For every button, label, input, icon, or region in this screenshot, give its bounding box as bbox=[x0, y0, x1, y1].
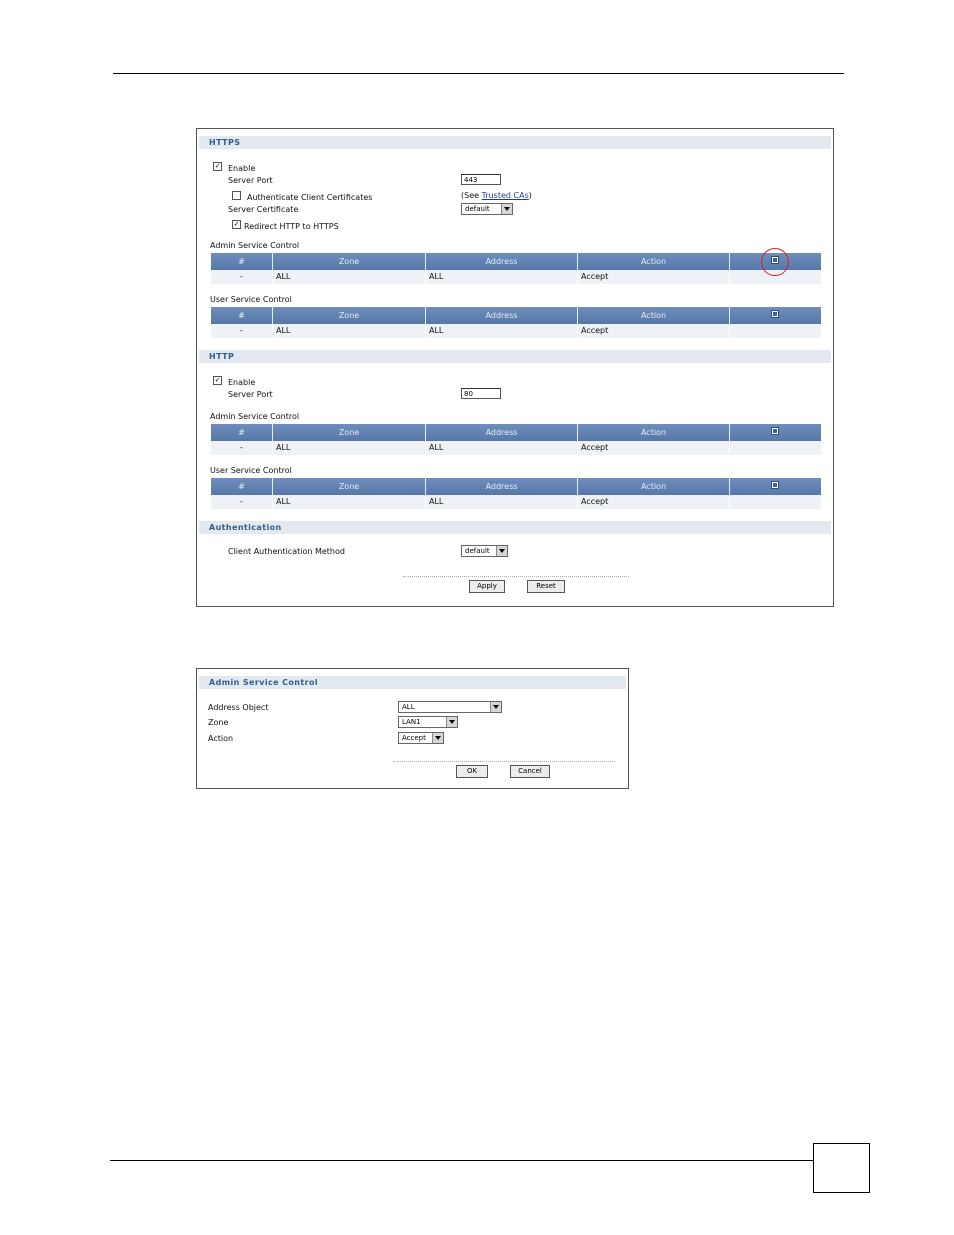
apply-button[interactable]: Apply bbox=[469, 580, 505, 593]
table-header: # Zone Address Action bbox=[211, 424, 821, 441]
add-rule-icon[interactable] bbox=[771, 481, 779, 489]
client-auth-method-select[interactable]: default bbox=[461, 545, 508, 557]
zone-select[interactable]: LAN1 bbox=[398, 716, 458, 728]
http-server-port-label: Server Port bbox=[228, 390, 273, 399]
https-admin-control-table bbox=[211, 253, 821, 284]
divider bbox=[403, 576, 629, 577]
https-enable-checkbox[interactable]: ✓ bbox=[214, 162, 221, 170]
divider bbox=[393, 761, 615, 762]
redirect-https-checkbox[interactable]: ✓ bbox=[233, 220, 240, 228]
server-cert-label: Server Certificate bbox=[228, 205, 299, 214]
https-enable-label: Enable bbox=[228, 164, 256, 173]
ok-button[interactable]: OK bbox=[456, 765, 488, 778]
trusted-cas-link[interactable]: Trusted CAs bbox=[481, 191, 529, 200]
auth-client-cert-checkbox[interactable] bbox=[232, 191, 241, 200]
https-server-port-input[interactable]: 443 bbox=[461, 174, 501, 185]
chevron-down-icon bbox=[496, 546, 507, 556]
http-enable-checkbox[interactable]: ✓ bbox=[214, 376, 221, 384]
highlight-circle bbox=[761, 248, 789, 276]
col-address: Address bbox=[426, 253, 578, 270]
cancel-button[interactable]: Cancel bbox=[510, 765, 550, 778]
http-user-control-table bbox=[211, 478, 821, 509]
action-label: Action bbox=[208, 734, 234, 743]
server-cert-select[interactable]: default bbox=[461, 203, 513, 215]
address-object-label: Address Object bbox=[208, 703, 269, 712]
add-rule-icon[interactable] bbox=[771, 427, 779, 435]
action-select[interactable]: Accept bbox=[398, 732, 444, 744]
chevron-down-icon bbox=[490, 702, 501, 712]
https-server-port-label: Server Port bbox=[228, 176, 273, 185]
https-user-control-label: User Service Control bbox=[210, 295, 292, 304]
page-footer-rule bbox=[110, 1160, 814, 1161]
zone-label: Zone bbox=[208, 718, 229, 727]
authentication-section-header bbox=[199, 521, 831, 534]
reset-button[interactable]: Reset bbox=[527, 580, 565, 593]
chevron-down-icon bbox=[501, 204, 512, 214]
redirect-https-label: Redirect HTTP to HTTPS bbox=[244, 222, 339, 231]
chevron-down-icon bbox=[446, 717, 457, 727]
authentication-section-title: Authentication bbox=[209, 523, 282, 532]
address-object-select[interactable]: ALL bbox=[398, 701, 502, 713]
http-server-port-input[interactable]: 80 bbox=[461, 388, 501, 399]
client-auth-method-label: Client Authentication Method bbox=[228, 547, 345, 556]
table-row: - ALL ALL Accept bbox=[211, 324, 821, 338]
http-admin-control-label: Admin Service Control bbox=[210, 412, 300, 421]
col-action: Action bbox=[578, 253, 730, 270]
table-row: - ALL ALL Accept bbox=[211, 441, 821, 455]
http-admin-control-table bbox=[211, 424, 821, 455]
chevron-down-icon bbox=[432, 733, 443, 743]
col-index: # bbox=[211, 253, 273, 270]
https-settings-panel bbox=[196, 128, 834, 607]
http-section-title: HTTP bbox=[209, 352, 235, 361]
https-admin-control-label: Admin Service Control bbox=[210, 241, 300, 250]
table-header: # Zone Address Action bbox=[211, 307, 821, 324]
col-zone: Zone bbox=[273, 253, 426, 270]
page-header-rule bbox=[113, 73, 844, 74]
https-user-control-table bbox=[211, 307, 821, 338]
dialog-header bbox=[199, 676, 626, 689]
page-number-box bbox=[813, 1143, 870, 1193]
https-section-title: HTTPS bbox=[209, 138, 241, 147]
table-row: - ALL ALL Accept bbox=[211, 495, 821, 509]
table-row: - ALL ALL Accept bbox=[211, 270, 821, 284]
add-rule-icon[interactable] bbox=[771, 310, 779, 318]
https-section-header bbox=[199, 136, 831, 149]
dialog-title: Admin Service Control bbox=[209, 678, 318, 687]
admin-service-control-dialog bbox=[196, 668, 629, 789]
trusted-cas-hint: (See Trusted CAs) bbox=[461, 191, 532, 200]
table-header bbox=[211, 253, 821, 270]
http-user-control-label: User Service Control bbox=[210, 466, 292, 475]
table-header: # Zone Address Action bbox=[211, 478, 821, 495]
auth-client-cert-label: Authenticate Client Certificates bbox=[247, 193, 373, 202]
http-enable-label: Enable bbox=[228, 378, 256, 387]
http-section-header bbox=[199, 350, 831, 363]
